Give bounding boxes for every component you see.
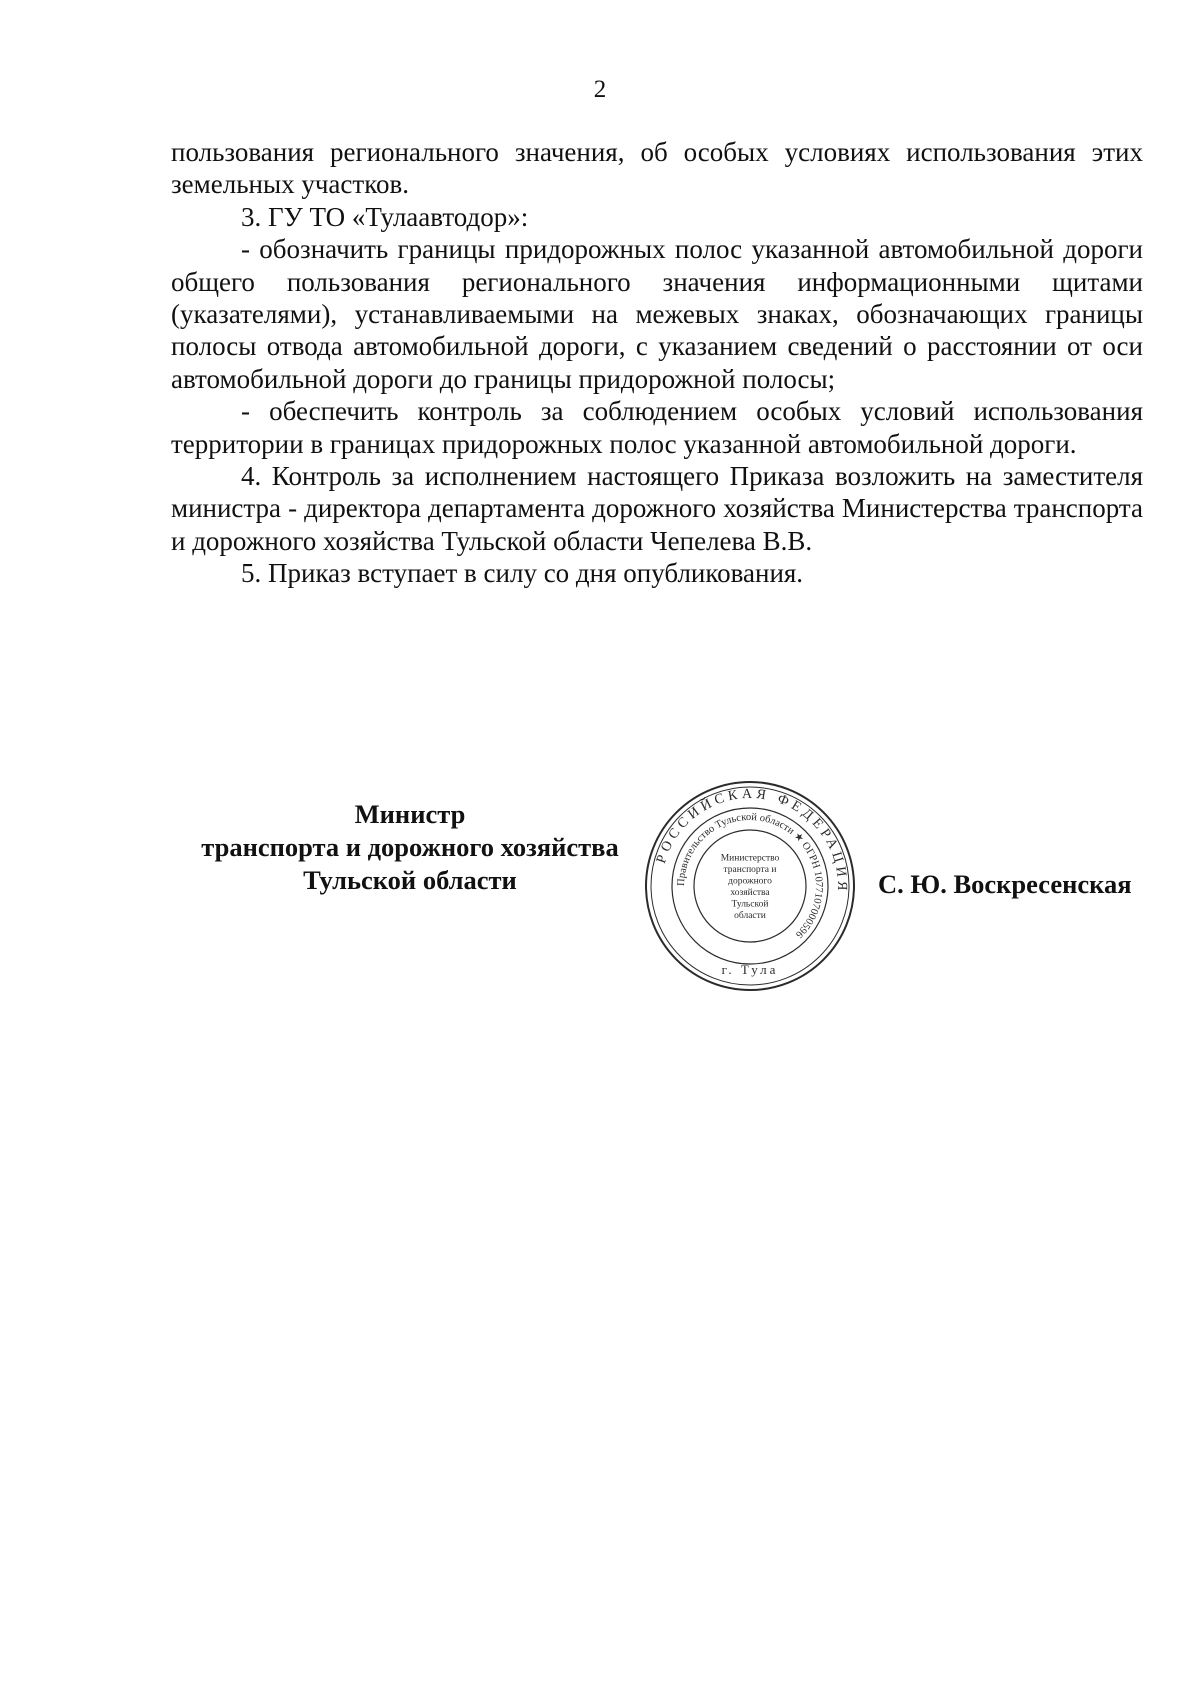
signatory-name: С. Ю. Воскресенская xyxy=(878,869,1132,899)
seal-center-line: транспорта и xyxy=(723,864,777,875)
signatory-title-line: транспорта и дорожного хозяйства xyxy=(201,832,619,862)
seal-center-line: хозяйства xyxy=(730,887,770,898)
paragraph-item-3-subitem-2: - обеспечить контроль за соблюдением особых условий использования территории в границах придорожных полос указанной автомобильной дороги. xyxy=(171,396,1143,459)
signatory-title-line: Тульской области xyxy=(303,865,517,895)
seal-center-line: Тульской xyxy=(731,899,769,910)
paragraph-item-3: 3. ГУ ТО «Тулаавтодор»: xyxy=(241,201,529,232)
seal-bottom-text: г. Тула xyxy=(721,962,779,977)
seal-center-text xyxy=(721,853,780,921)
signatory-title xyxy=(180,798,640,897)
signatory-title-line: Министр xyxy=(354,799,466,829)
seal-center-line: дорожного xyxy=(728,876,772,887)
paragraph-item-5: 5. Приказ вступает в силу со дня опубликования. xyxy=(241,558,804,589)
official-seal-stamp xyxy=(640,776,860,996)
paragraph-continuation: пользования регионального значения, об особых условиях использования этих земельных участков. xyxy=(171,137,1143,200)
seal-inner-text-path: Правительство Тульской области ★ ОГРН 1077107000596 xyxy=(675,811,825,940)
paragraph-item-3-subitem-1: - обозначить границы придорожных полос указанной автомобильной дороги общего пользования регионального значения информационными щитами (указателями), устанавливаемыми на межевых знаках, обозначающих границы полосы отвода автомобильной дороги, с указанием сведений о расстоянии от оси автомобильной дороги до границы придорожной полосы; xyxy=(171,234,1143,394)
seal-center-line: области xyxy=(734,910,766,921)
seal-outer-text-path: РОССИЙСКАЯ ФЕДЕРАЦИЯ xyxy=(654,786,850,895)
seal-center-line: Министерство xyxy=(720,853,780,864)
page-number: 2 xyxy=(593,76,607,103)
paragraph-item-4: 4. Контроль за исполнением настоящего Приказа возложить на заместителя министра - директора департамента дорожного хозяйства Министерства транспорта и дорожного хозяйства Тульской области Чепелева В.В. xyxy=(171,461,1143,556)
seal-graphic xyxy=(640,776,860,996)
document-body xyxy=(171,136,1143,590)
